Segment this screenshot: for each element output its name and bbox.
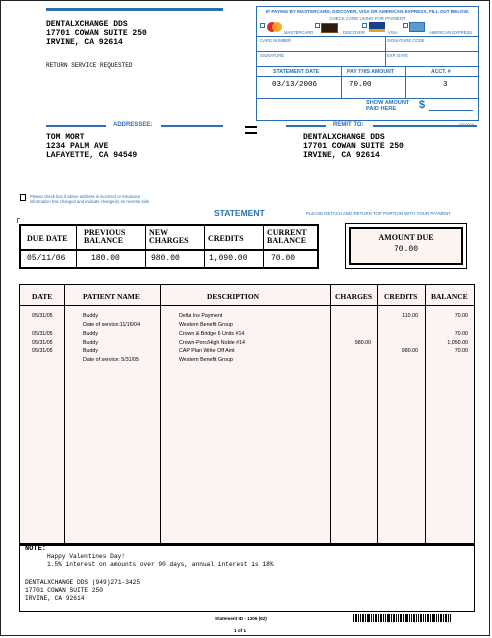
transaction-table [19,284,475,544]
notes-section [19,544,475,612]
summary-credits: 1,090.00 [209,254,248,263]
card-payment-subheader: CHECK CARD USING FOR PAYMENT [329,16,406,21]
mastercard-logo-icon [267,22,282,32]
amex-logo-icon [409,22,425,32]
summary-previous-balance: 180.00 [91,254,120,263]
th-balance: BALANCE [431,292,468,301]
addressee-name: TOM MORT [46,133,85,142]
signature-label: SIGNATURE [260,53,285,58]
summary-header-new-charges: NEW CHARGES [149,228,189,245]
corner-mark [17,218,20,223]
th-patient-name: PATIENT NAME [83,292,140,301]
page-number: 1 of 1 [234,628,246,633]
remit-name: DENTALXCHANGE DDS [303,133,385,142]
signature-code-label: SIGNATURE CODE [387,38,425,43]
discover-logo-icon [321,23,338,33]
row5-patient: Buddy [83,348,99,354]
pay-amount-label: PAY THIS AMOUNT [347,69,394,75]
row5-description: CAP Plan Write Off Amt [179,348,235,354]
remit-label: REMIT TO: [333,122,364,128]
notes-line1: Happy Valentines Day! [47,553,125,560]
card-payment-box [256,6,479,121]
address-change-checkbox[interactable] [20,194,26,201]
notes-contact: DENTALXCHANGE DDS (949)271-3425 [25,579,141,586]
acct-label: ACCT. # [431,69,451,75]
row3-description: Crown & Bridge 6 Units #14 [179,331,245,337]
pay-amount-value: 70.00 [349,81,372,89]
sender-city: IRVINE, CA 92614 [46,38,123,47]
row3-date: 05/31/05 [32,331,53,337]
summary-header-current-balance: CURRENT BALANCE [267,228,307,245]
address-note-line2: information has changed and indicate change(s) on reverse side. [30,199,151,204]
row1-patient: Buddy [83,313,99,319]
row1-credits: 110.00 [402,313,418,319]
statement-date-value: 03/13/2006 [272,81,318,89]
row5-credits: 980.00 [401,348,418,354]
return-service-text: RETURN SERVICE REQUESTED [46,62,133,69]
notes-street: 17701 COWAN SUITE 250 [25,587,103,594]
remit-street: 17701 COWAN SUITE 250 [303,142,404,151]
summary-new-charges: 980.00 [151,254,180,263]
remit-rule [286,125,326,127]
show-amount-label: SHOW AMOUNT [366,100,410,106]
amount-due-value: 70.00 [393,245,418,254]
row4-description: Crown-Porc/High Noble #14 [179,340,245,346]
dollar-sign: $ [419,99,426,111]
row4-charges: 980.00 [354,340,371,346]
equals-separator [245,126,257,128]
row4-balance: 1,050.00 [447,340,468,346]
mastercard-label: MASTERCARD [284,30,314,35]
address-note-line1: Please check box if above address is incorrect or insurance [30,194,141,199]
detach-note: PLEASE DETACH AND RETURN TOP PORTION WITH YOUR PAYMENT. [306,211,452,216]
discover-checkbox[interactable] [315,23,320,28]
addressee-rule [46,125,106,127]
summary-due-date: 05/11/06 [27,254,66,263]
statement-id: Statement ID - 1206 (62) [215,616,267,621]
visa-checkbox[interactable] [362,23,367,28]
summary-header-due-date: DUE DATE [27,234,68,243]
barcode-image [353,614,479,622]
th-credits: CREDITS [384,292,418,301]
visa-label: VISA [388,30,398,35]
row4-date: 05/31/05 [32,340,53,346]
statement-date-label: STATEMENT DATE [273,69,320,75]
row4-patient: Buddy [83,340,99,346]
summary-table [19,224,319,269]
th-charges: CHARGES [335,292,373,301]
row3-patient: Buddy [83,331,99,337]
sender-street: 17701 COWAN SUITE 250 [46,29,147,38]
th-date: DATE [32,292,53,301]
row1-description: Delta Ins Payment [179,313,223,319]
addressee-city: LAFAYETTE, CA 94549 [46,151,138,160]
visa-logo-icon [369,22,385,32]
row3-balance: 70.00 [454,331,468,337]
card-number-label: CARD NUMBER [260,38,292,43]
sender-top-rule [46,8,223,11]
th-description: DESCRIPTION [207,292,260,301]
notes-city: IRVINE, CA 92614 [25,595,85,602]
amex-checkbox[interactable] [403,23,408,28]
mastercard-checkbox[interactable] [260,23,265,28]
remit-rule-right [373,125,477,127]
paid-here-label: PAID HERE [366,106,397,112]
discover-label: DISCOVER [343,30,365,35]
card-payment-header: IF PAYING BY MASTERCARD, DISCOVER, VISA OR AMERICAN EXPRESS, FILL OUT BELOW. [266,9,469,14]
row5-balance: 70.00 [454,348,468,354]
statement-title: STATEMENT [214,208,265,218]
amex-label: AMERICAN EXPRESS [429,30,473,35]
row6-description: Western Benefit Group [179,357,233,363]
addressee-label: ADDRESSEE: [113,122,153,128]
addressee-street: 1234 PALM AVE [46,142,109,151]
summary-header-previous-balance: PREVIOUS BALANCE [84,228,126,245]
sender-name: DENTALXCHANGE DDS [46,20,128,29]
row1-balance: 70.00 [454,313,468,319]
summary-header-credits: CREDITS [208,234,244,243]
row2-description: Western Benefit Group [179,322,233,328]
row6-patient: Date of service: 5/31/05 [83,357,139,363]
acct-value: 3 [443,81,448,89]
notes-line2: 1.5% interest on amounts over 90 days, annual interest is 18% [47,561,274,568]
row1-date: 05/31/05 [32,313,53,319]
row2-patient: Date of service:11/16/04 [83,322,141,328]
summary-current-balance: 70.00 [271,254,296,263]
row5-date: 05/31/05 [32,348,53,354]
amount-due-label: AMOUNT DUE [378,233,434,242]
exp-date-label: EXP. DATE [387,53,409,58]
amount-due-box [345,223,467,269]
addressee-rule-right [161,125,223,127]
remit-city: IRVINE, CA 92614 [303,151,380,160]
notes-label: NOTE: [25,545,47,553]
paid-amount-underline[interactable] [429,110,473,111]
